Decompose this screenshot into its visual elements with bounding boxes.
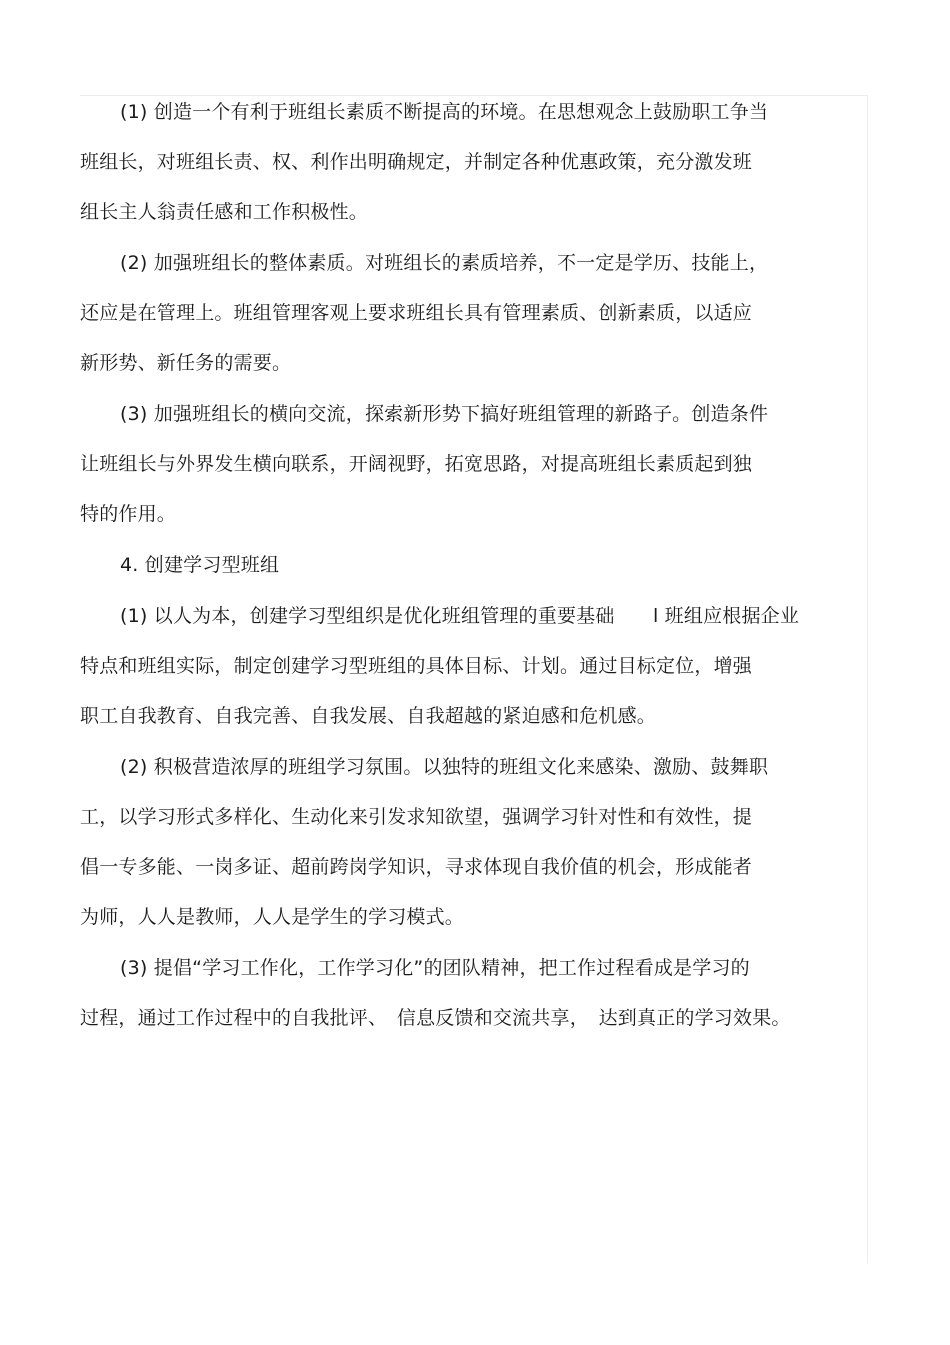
text-line: 特点和班组实际，制定创建学习型班组的具体目标、计划。通过目标定位，增强 — [80, 655, 753, 677]
paragraph-5 — [80, 755, 870, 930]
document-body — [80, 100, 870, 1057]
text-line: 为师，人人是教师，人人是学生的学习模式。 — [80, 906, 465, 928]
paragraph-1 — [80, 100, 870, 225]
text-line: 组长主人翁责任感和工作积极性。 — [80, 201, 369, 223]
text-line: 让班组长与外界发生横向联系，开阔视野，拓宽思路，对提高班组长素质起到独 — [80, 453, 753, 475]
text-line: (1) 以人为本，创建学习型组织是优化班组管理的重要基础 l 班组应根据企业 — [120, 605, 800, 627]
text-line: 职工自我教育、自我完善、自我发展、自我超越的紧迫感和危机感。 — [80, 705, 657, 727]
text-line: (3) 加强班组长的横向交流，探索新形势下搞好班组管理的新路子。创造条件 — [120, 403, 769, 425]
paragraph-6 — [80, 956, 870, 1031]
section-heading — [80, 553, 870, 578]
text-line: (2) 加强班组长的整体素质。对班组长的素质培养，不一定是学历、技能上， — [120, 252, 769, 274]
paragraph-4 — [80, 604, 870, 729]
text-line: (3) 提倡“学习工作化，工作学习化”的团队精神，把工作过程看成是学习的 — [120, 957, 750, 979]
text-line: (2) 积极营造浓厚的班组学习氛围。以独特的班组文化来感染、激励、鼓舞职 — [120, 756, 769, 778]
text-line: 班组长，对班组长责、权、利作出明确规定，并制定各种优惠政策，充分激发班 — [80, 151, 753, 173]
text-line: 工，以学习形式多样化、生动化来引发求知欲望，强调学习针对性和有效性，提 — [80, 806, 753, 828]
text-line: 还应是在管理上。班组管理客观上要求班组长具有管理素质、创新素质，以适应 — [80, 302, 753, 324]
text-line: 过程，通过工作过程中的自我批评、 信息反馈和交流共享， 达到真正的学习效果。 — [80, 1007, 791, 1029]
text-line: 特的作用。 — [80, 503, 177, 525]
text-line: 新形势、新任务的需要。 — [80, 352, 292, 374]
paragraph-3 — [80, 402, 870, 527]
text-line: (1) 创造一个有利于班组长素质不断提高的环境。在思想观念上鼓励职工争当 — [120, 101, 769, 123]
section-heading-text: 4. 创建学习型班组 — [120, 554, 280, 576]
text-line: 倡一专多能、一岗多证、超前跨岗学知识，寻求体现自我价值的机会，形成能者 — [80, 856, 753, 878]
paragraph-2 — [80, 251, 870, 376]
